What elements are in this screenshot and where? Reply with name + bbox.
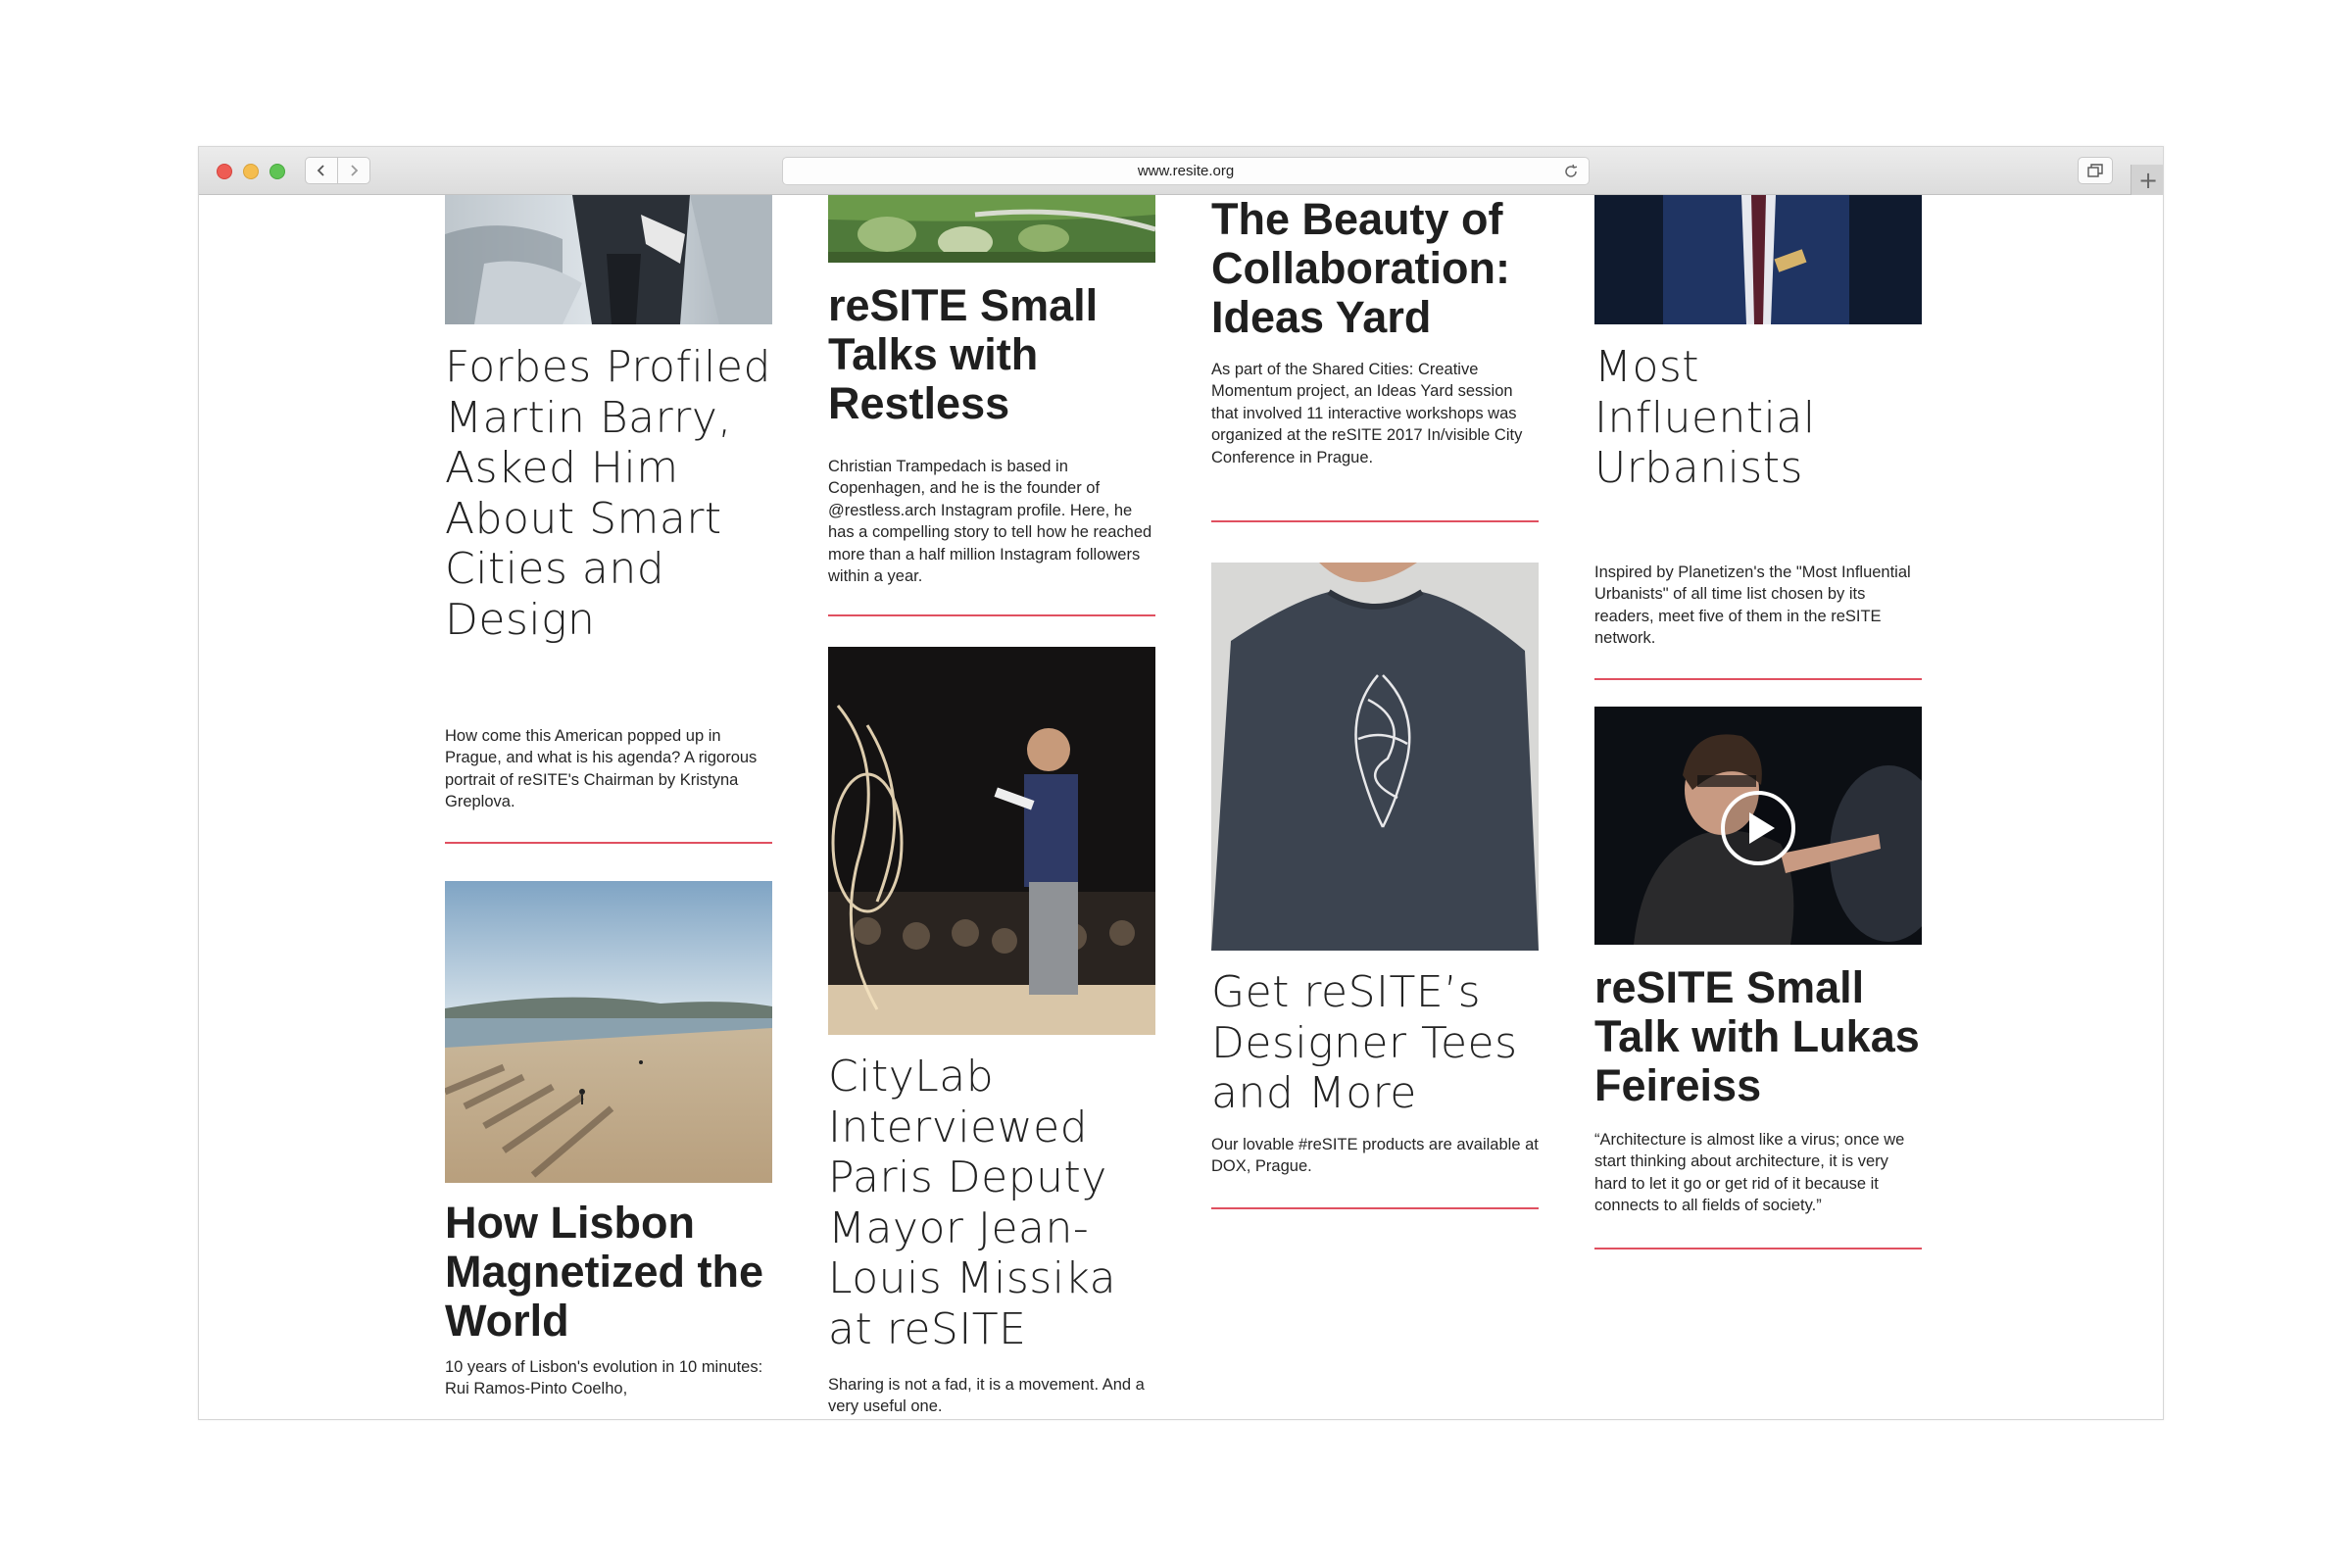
speaker-suit-photo: [1594, 195, 1922, 324]
card-title[interactable]: Forbes Profiled Martin Barry, Asked Him About Smart Cities and Design: [445, 342, 771, 645]
column-3: [1211, 195, 1539, 1420]
card-divider: [445, 842, 772, 844]
column-4: [1594, 195, 1922, 1420]
card-divider: [828, 614, 1155, 616]
forbes-photo[interactable]: [445, 195, 772, 324]
zoom-window-button[interactable]: [270, 164, 285, 179]
lisbon-waterfront-photo: [445, 881, 772, 1183]
citylab-photo[interactable]: [828, 647, 1155, 1035]
page-content: [199, 195, 2163, 1420]
chevron-left-icon: [315, 164, 328, 177]
card-title[interactable]: Most Influential Urbanists: [1594, 342, 1816, 493]
urbanists-photo[interactable]: [1594, 195, 1922, 324]
card-description: “Architecture is almost like a virus; once we start thinking about architecture, it is very hard to let it go or get rid of it because it connects to all fields of society.”: [1594, 1131, 1905, 1215]
back-button[interactable]: [305, 157, 338, 184]
forward-button[interactable]: [337, 157, 370, 184]
card-ideas-yard[interactable]: [1211, 195, 1539, 518]
reload-icon[interactable]: [1563, 164, 1579, 179]
card-description: Our lovable #reSITE products are available at DOX, Prague.: [1211, 1136, 1539, 1176]
card-divider: [1211, 520, 1539, 522]
card-description: 10 years of Lisbon's evolution in 10 minutes: Rui Ramos-Pinto Coelho,: [445, 1358, 763, 1398]
card-lisbon[interactable]: [445, 881, 772, 1420]
card-urbanists[interactable]: [1594, 195, 1922, 648]
new-tab-button[interactable]: +: [2131, 165, 2164, 195]
card-description: How come this American popped up in Prague, and what is his agenda? A rigorous portrait of reSITE's Chairman by Kristyna Greplova.: [445, 727, 758, 811]
card-description: Inspired by Planetizen's the "Most Influential Urbanists" of all time list chosen by its readers, meet five of them in the reSITE network.: [1594, 564, 1911, 648]
card-title[interactable]: Get reSITE’s Designer Tees and More: [1211, 967, 1518, 1118]
restless-photo[interactable]: [828, 195, 1155, 263]
card-description: Christian Trampedach is based in Copenhagen, and he is the founder of @restless.arch Instagram profile. Here, he has a compelling story to tell how he reached more than a half million Instagram followers within a year.: [828, 458, 1152, 586]
column-1: [445, 195, 772, 1420]
card-title[interactable]: CityLab Interviewed Paris Deputy Mayor Jean-Louis Missika at reSITE: [828, 1052, 1117, 1354]
card-divider: [1211, 1207, 1539, 1209]
url-text: www.resite.org: [1137, 163, 1235, 179]
minimize-window-button[interactable]: [243, 164, 259, 179]
chevron-right-icon: [347, 164, 361, 177]
show-tabs-button[interactable]: [2078, 157, 2113, 184]
card-description: Sharing is not a fad, it is a movement. And a very useful one.: [828, 1376, 1145, 1416]
browser-toolbar: [199, 147, 2163, 195]
card-citylab[interactable]: [828, 647, 1155, 1420]
card-restless[interactable]: [828, 195, 1155, 626]
man-in-suit-photo: [445, 195, 772, 324]
card-description: As part of the Shared Cities: Creative Momentum project, an Ideas Yard session that involved 11 interactive workshops was organized at the reSITE 2017 In/visible City Conference in Prague.: [1211, 361, 1523, 466]
card-forbes[interactable]: [445, 195, 772, 894]
card-feireiss[interactable]: [1594, 707, 1922, 1420]
lisbon-photo[interactable]: [445, 881, 772, 1183]
close-window-button[interactable]: [217, 164, 232, 179]
speaker-on-stage-photo: [828, 647, 1155, 1035]
feireiss-video-thumbnail[interactable]: [1594, 707, 1922, 945]
card-title[interactable]: reSITE Small Talks with Restless: [828, 280, 1099, 428]
card-title[interactable]: How Lisbon Magnetized the World: [445, 1198, 764, 1346]
card-divider: [1594, 1248, 1922, 1250]
tees-photo[interactable]: [1211, 563, 1539, 951]
tabs-overview-icon: [2087, 164, 2103, 177]
person-in-tshirt-photo: [1211, 563, 1539, 951]
column-2: [828, 195, 1155, 1420]
card-title[interactable]: reSITE Small Talk with Lukas Feireiss: [1594, 962, 1920, 1110]
address-bar[interactable]: [782, 157, 1590, 185]
browser-window: [198, 146, 2164, 1420]
card-tees[interactable]: [1211, 563, 1539, 1420]
card-divider: [1594, 678, 1922, 680]
card-title[interactable]: The Beauty of Collaboration: Ideas Yard: [1211, 195, 1510, 342]
aerial-trees-photo: [828, 195, 1155, 263]
play-icon[interactable]: [1719, 789, 1797, 867]
